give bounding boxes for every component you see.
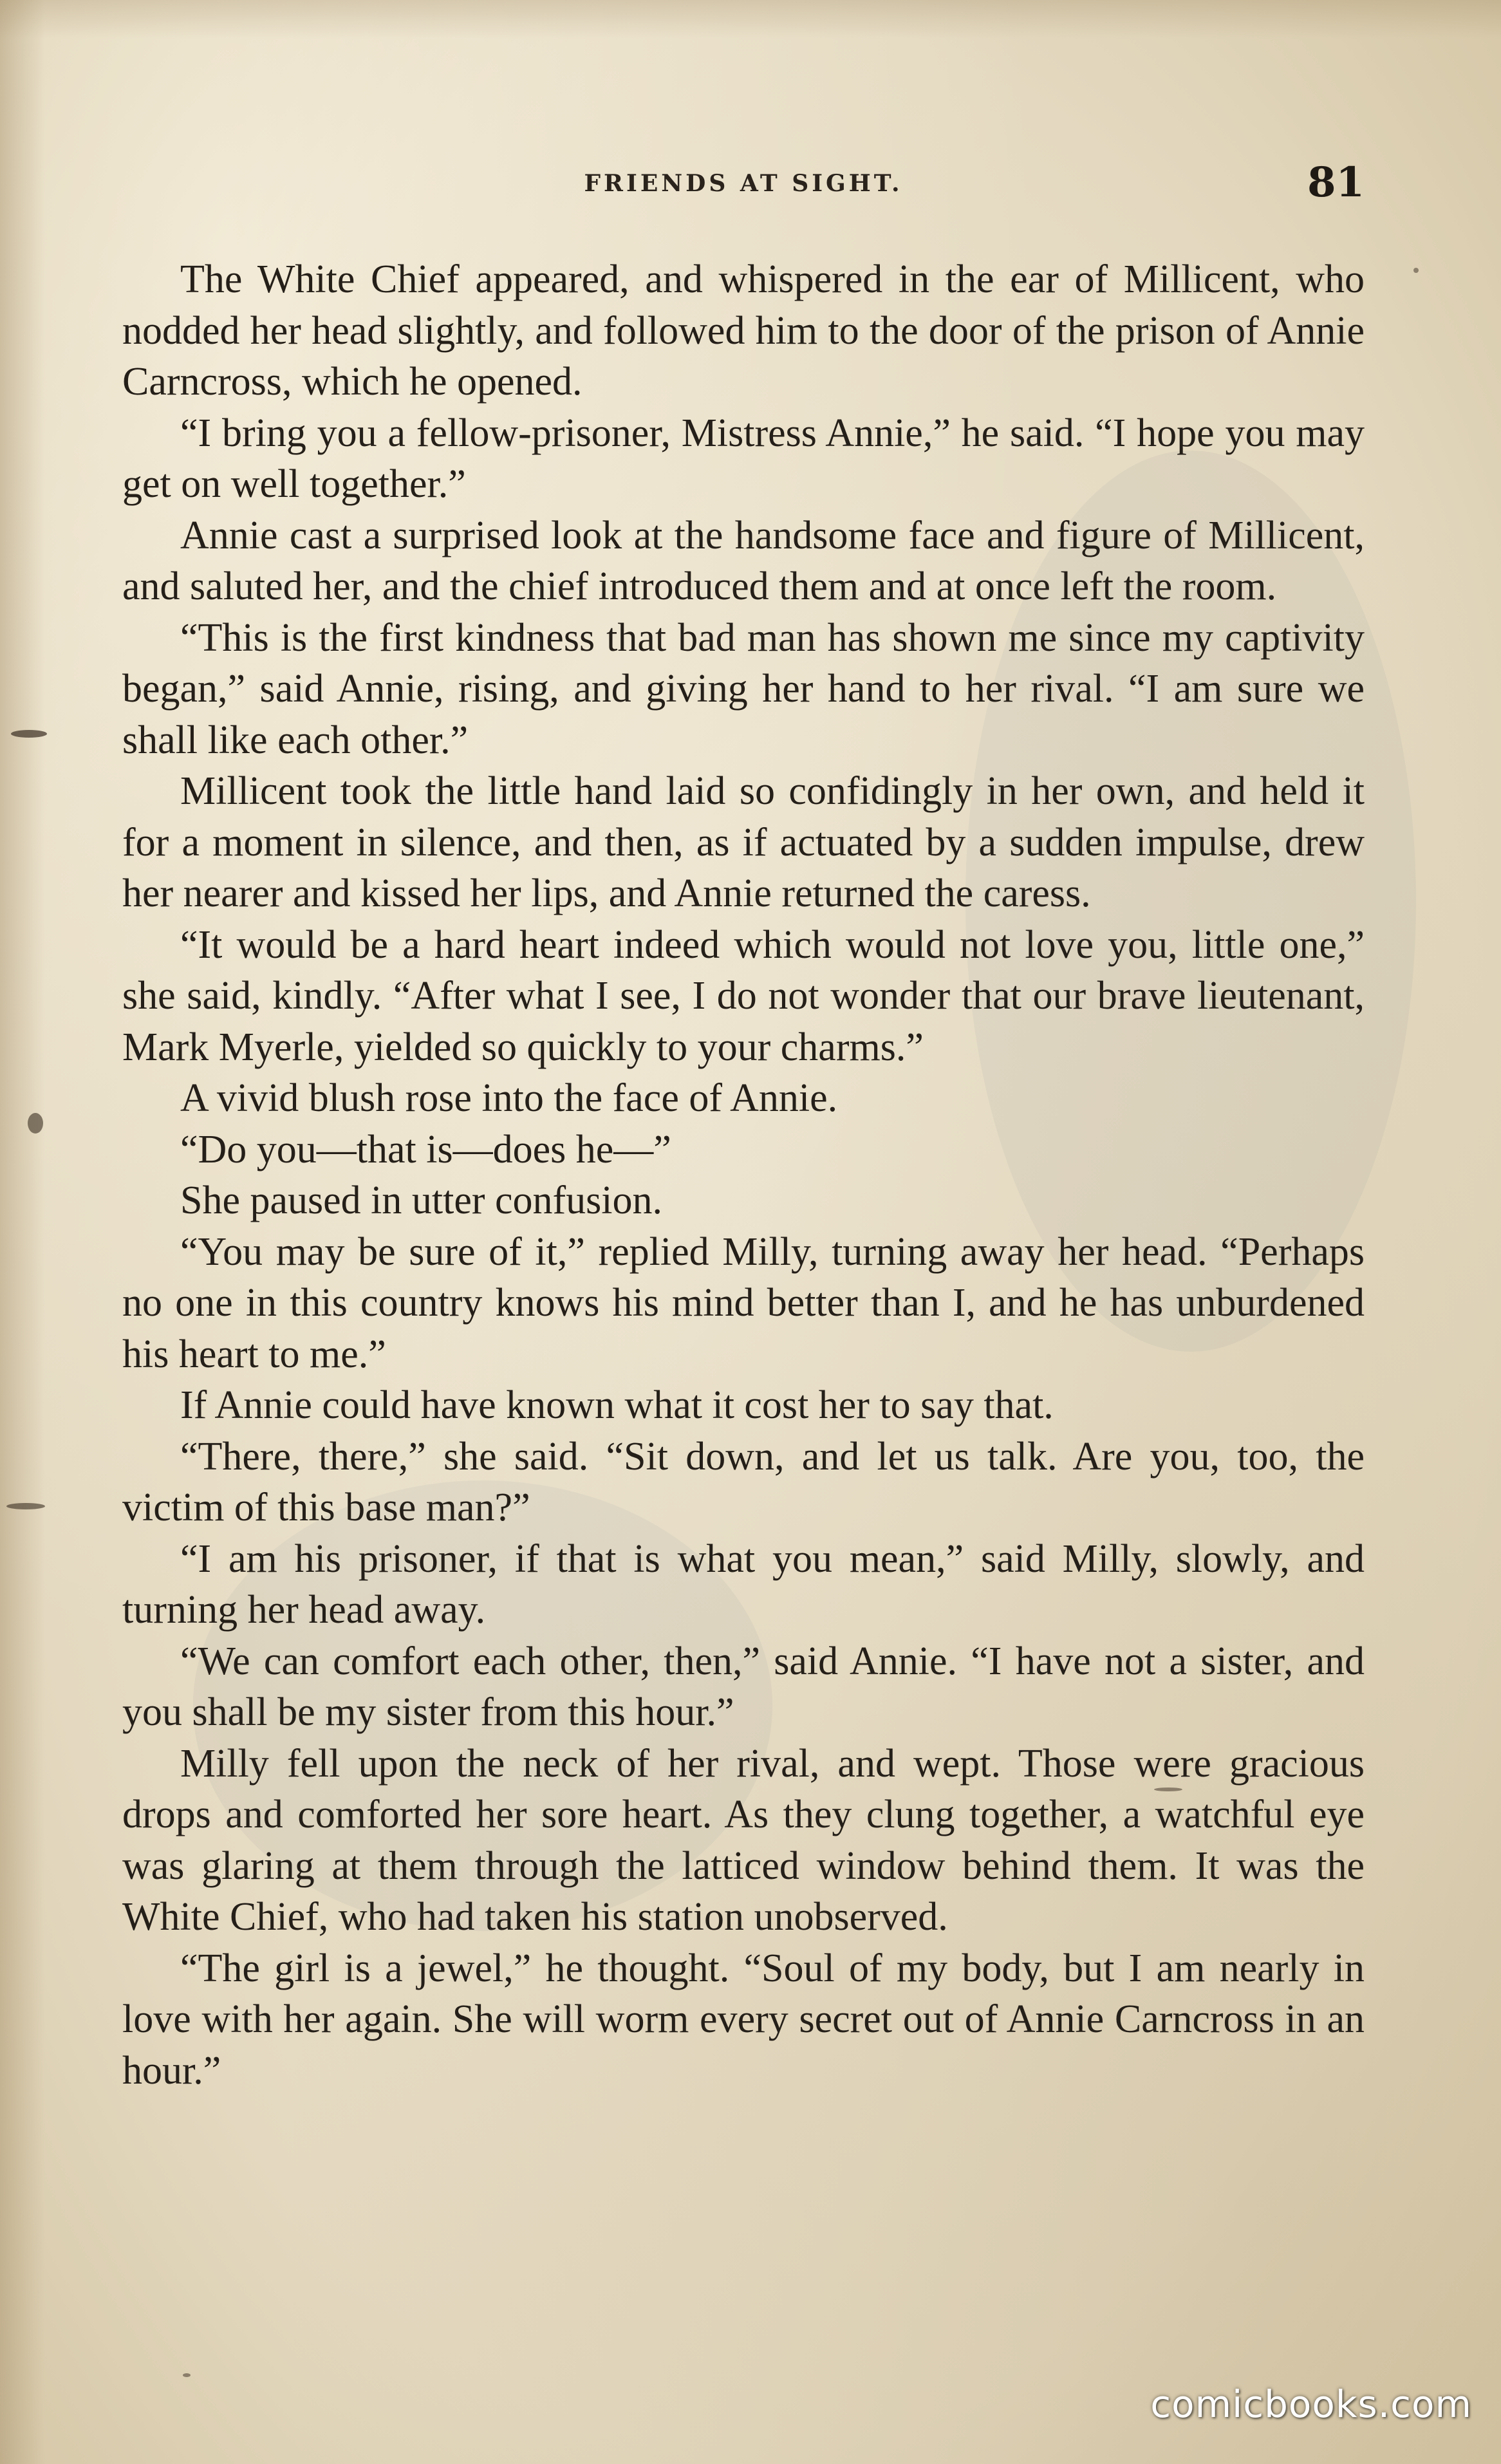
- paragraph: A vivid blush rose into the face of Annie.: [180, 1076, 838, 1120]
- paragraph: “I bring you a fellow-prisoner, Mistress Annie,” he said. “I hope you may get on well together.”: [122, 411, 1365, 506]
- paragraph: “The girl is a jewel,” he thought. “Soul of my body, but I am nearly in love with her again. She will worm every secret out of Annie Carncross in an hour.”: [122, 1946, 1365, 2093]
- paragraph: Millicent took the little hand laid so confidingly in her own, and held it for a moment in silence, and then, as if actuated by a sudden impulse, drew her nearer and kissed her lips, and Annie returned the caress.: [122, 769, 1365, 915]
- paragraph: “There, there,” she said. “Sit down, and let us talk. Are you, too, the victim of this base man?”: [122, 1434, 1365, 1529]
- speck: [11, 730, 47, 738]
- paragraph: “We can comfort each other, then,” said Annie. “I have not a sister, and you shall be my sister from this hour.”: [122, 1639, 1365, 1734]
- paragraph: “It would be a hard heart indeed which would not love you, little one,” she said, kindly. “After what I see, I do not wonder that our brave lieutenant, Mark Myerle, yielded so quickly to your charms.”: [122, 922, 1365, 1069]
- speck: [6, 1503, 45, 1509]
- paragraph: If Annie could have known what it cost her to say that.: [180, 1383, 1054, 1427]
- paragraph: “You may be sure of it,” replied Milly, turning away her head. “Perhaps no one in this country knows his mind better than I, and he has unburdened his heart to me.”: [122, 1229, 1365, 1376]
- speck: [28, 1113, 43, 1134]
- paragraph: “Do you—that is—does he—”: [180, 1127, 671, 1171]
- paragraph: She paused in utter confusion.: [180, 1179, 663, 1222]
- paragraph: “This is the first kindness that bad man has shown me since my captivity began,” said Annie, rising, and giving her hand to her rival. “I am sure we shall like each other.”: [122, 615, 1365, 762]
- paragraph: “I am his prisoner, if that is what you mean,” said Milly, slowly, and turning her head away.: [122, 1536, 1365, 1632]
- body-text: [122, 254, 1365, 2096]
- running-head: [122, 158, 1365, 212]
- paragraph: The White Chief appeared, and whispered in the ear of Millicent, who nodded her head slightly, and followed him to the door of the prison of Annie Carncross, which he opened.: [122, 257, 1365, 404]
- paragraph: Annie cast a surprised look at the handsome face and figure of Millicent, and saluted her, and the chief introduced them and at once left the room.: [122, 513, 1365, 608]
- site-watermark: comicbooks.com: [1150, 2382, 1472, 2426]
- speck: [183, 2373, 191, 2377]
- running-title: FRIENDS AT SIGHT.: [584, 170, 903, 197]
- speck: [1413, 268, 1419, 273]
- paragraph: Milly fell upon the neck of her rival, and wept. Those were gracious drops and comforted her sore heart. As they clung together, a watchful eye was glaring at them through the latticed window behind them. It was the White Chief, who had taken his station unobserved.: [122, 1741, 1365, 1939]
- page-number: 81: [1307, 158, 1365, 207]
